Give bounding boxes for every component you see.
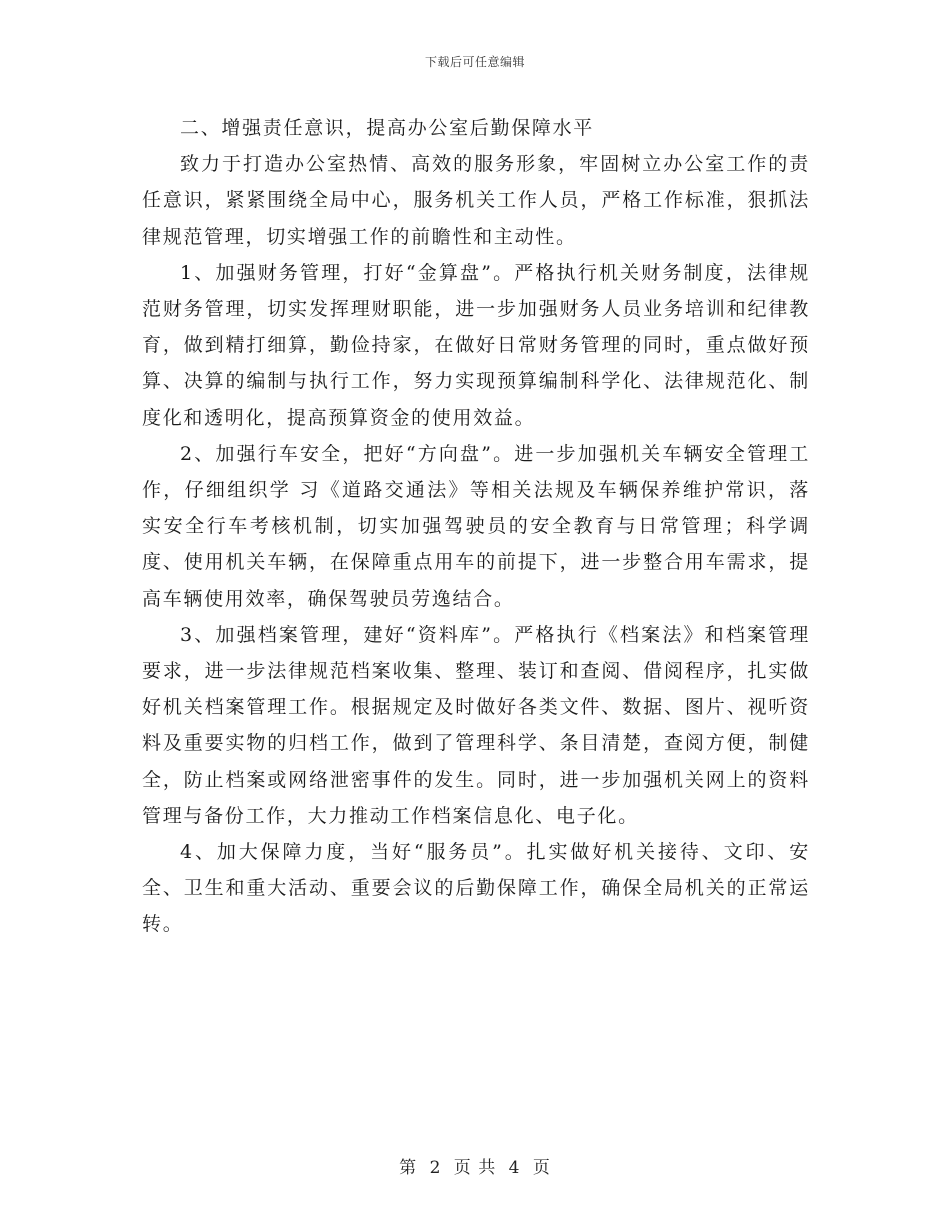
intro-paragraph: 致力于打造办公室热情、高效的服务形象，牢固树立办公室工作的责任意识，紧紧围绕全局中心，服务机关工作人员，严格工作标准，狠抓法律规范管理，切实增强工作的前瞻性和主动性。 — [142, 153, 810, 248]
footer-suffix: 页 — [532, 1158, 551, 1178]
footer-prefix: 第 — [399, 1158, 418, 1178]
section-heading: 二、增强责任意识，提高办公室后勤保障水平 — [180, 117, 595, 139]
paragraph-finance: 1、加强财务管理，打好“金算盘”。严格执行机关财务制度，法律规范财务管理，切实发挥理财职能，进一步加强财务人员业务培训和纪律教育，做到精打细算，勤俭持家，在做好日常财务管理的同时，重点做好预算、决算的编制与执行工作，努力实现预算编制科学化、法律规范化、制度化和透明化，提高预算资金的使用效益。 — [142, 261, 810, 429]
paragraph-archives: 3、加强档案管理，建好“资料库”。严格执行《档案法》和档案管理要求，进一步法律规范档案收集、整理、装订和查阅、借阅程序，扎实做好机关档案管理工作。根据规定及时做好各类文件、数据、图片、视听资料及重要实物的归档工作，做到了管理科学、条目清楚，查阅方便，制健全，防止档案或网络泄密事件的发生。同时，进一步加强机关网上的资料管理与备份工作，大力推动工作档案信息化、电子化。 — [142, 623, 810, 827]
page-footer — [0, 1153, 950, 1178]
paragraph-vehicle-safety: 2、加强行车安全，把好“方向盘”。进一步加强机关车辆安全管理工作，仔细组织学 习《道路交通法》等相关法规及车辆保养维护常识，落实安全行车考核机制，切实加强驾驶员的安全教育与日常管理；科学调度、使用机关车辆，在保障重点用车的前提下，进一步整合用车需求，提高车辆使用效率，确保驾驶员劳逸结合。 — [142, 442, 810, 610]
document-body — [142, 110, 810, 943]
total-page-count: 4 — [508, 1158, 521, 1178]
page-header: 下载后可任意编辑 — [424, 55, 525, 69]
footer-middle: 页 共 — [453, 1158, 497, 1178]
paragraph-support: 4、加大保障力度，当好“服务员”。扎实做好机关接待、文印、安全、卫生和重大活动、重要会议的后勤保障工作，确保全局机关的正常运转。 — [142, 841, 810, 936]
current-page-number: 2 — [429, 1158, 442, 1178]
